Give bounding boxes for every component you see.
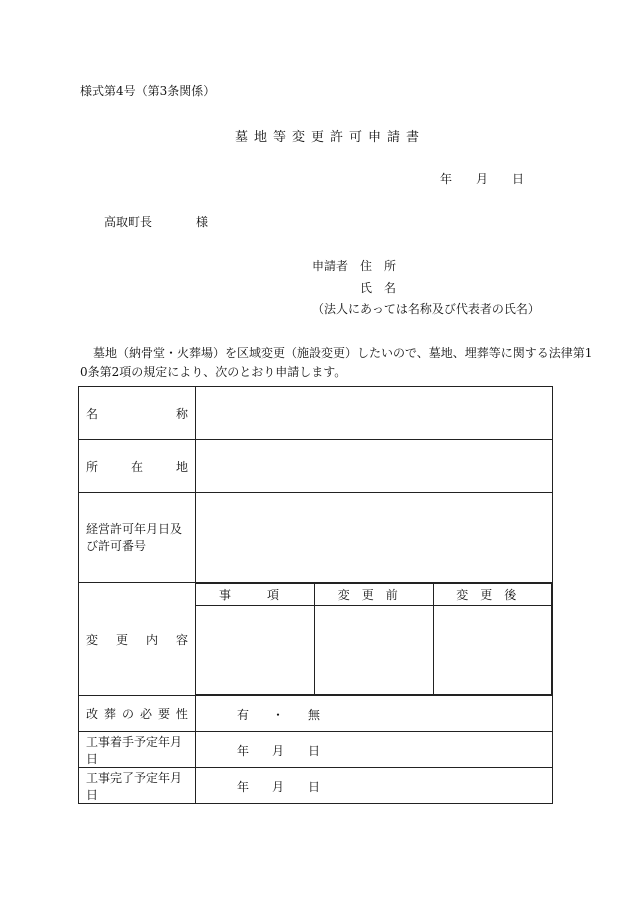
change-label-cell	[79, 583, 196, 696]
honorific: 様	[196, 215, 209, 229]
reburial-label-char: 葬	[103, 707, 116, 721]
reburial-label-cell	[79, 696, 196, 732]
change-after-field[interactable]	[433, 606, 552, 695]
reburial-label-char: 改	[86, 707, 99, 721]
application-statement-line2: 0条第2項の規定により、次のとおり申請します。	[80, 365, 347, 379]
reburial-yes-option[interactable]: 有	[237, 708, 250, 722]
start-day-label: 日	[308, 744, 321, 758]
addressee: 高取町長	[104, 215, 153, 229]
location-label-char: 所	[86, 459, 99, 474]
name-label-char: 称	[175, 406, 188, 421]
start-date-label-cell	[79, 732, 196, 768]
name-label-cell	[79, 387, 196, 440]
location-field[interactable]	[196, 440, 553, 493]
date-year: 年	[440, 172, 453, 186]
end-date-label-cell	[79, 768, 196, 804]
end-date-field[interactable]	[196, 768, 553, 804]
permit-label: 経営許可年月日及び許可番号	[86, 521, 183, 553]
application-form-table	[78, 386, 553, 804]
applicant-name-label: 氏 名	[360, 281, 397, 295]
permit-field[interactable]	[196, 493, 553, 583]
end-day-label: 日	[308, 780, 321, 794]
start-date-label: 工事着手予定年月日	[86, 734, 183, 766]
col-header-item: 事 項	[196, 584, 315, 606]
table-row	[79, 732, 553, 768]
table-row	[79, 696, 553, 732]
permit-label-cell	[79, 493, 196, 583]
reburial-label-char: 必	[139, 707, 152, 721]
table-row	[79, 440, 553, 493]
start-date-field[interactable]	[196, 732, 553, 768]
applicant-address-label: 住 所	[360, 259, 397, 273]
table-row	[79, 768, 553, 804]
application-statement-line1: 墓地（納骨堂・火葬場）を区域変更（施設変更）したいので、墓地、埋葬等に関する法律第1	[93, 346, 593, 360]
end-date-label: 工事完了予定年月日	[86, 770, 183, 802]
applicant-label: 申請者	[312, 259, 349, 273]
applicant-note: （法人にあっては名称及び代表者の氏名）	[312, 302, 540, 316]
reburial-label-char: 性	[175, 707, 188, 721]
change-item-field[interactable]	[196, 606, 315, 695]
change-details-table	[196, 583, 552, 695]
submission-date	[440, 170, 525, 187]
reburial-no-option[interactable]: 無	[308, 708, 321, 722]
end-month-label: 月	[272, 780, 285, 794]
col-header-before: 変更前	[315, 584, 434, 606]
document-title: 墓地等変更許可申請書	[235, 130, 426, 145]
reburial-label-char: 要	[157, 707, 170, 721]
end-year-label: 年	[237, 780, 250, 794]
change-label-char: 内	[145, 632, 158, 647]
start-month-label: 月	[272, 744, 285, 758]
date-month: 月	[476, 172, 489, 186]
location-label-char: 地	[175, 459, 188, 474]
reburial-choice-cell	[196, 696, 553, 732]
date-day: 日	[512, 172, 525, 186]
col-header-after: 変更後	[433, 584, 552, 606]
reburial-label-char: の	[121, 707, 134, 721]
change-label-char: 更	[115, 632, 128, 647]
table-row	[79, 387, 553, 440]
name-field[interactable]	[196, 387, 553, 440]
table-row	[79, 493, 553, 583]
location-label-cell	[79, 440, 196, 493]
location-label-char: 在	[130, 459, 143, 474]
form-number: 様式第4号（第3条関係）	[80, 84, 216, 98]
start-year-label: 年	[237, 744, 250, 758]
table-row	[79, 583, 553, 696]
change-details-cell	[196, 583, 553, 696]
change-label-char: 容	[175, 632, 188, 647]
change-before-field[interactable]	[315, 606, 434, 695]
name-label-char: 名	[86, 406, 99, 421]
change-label-char: 変	[86, 632, 99, 647]
reburial-separator: ・	[272, 708, 285, 722]
